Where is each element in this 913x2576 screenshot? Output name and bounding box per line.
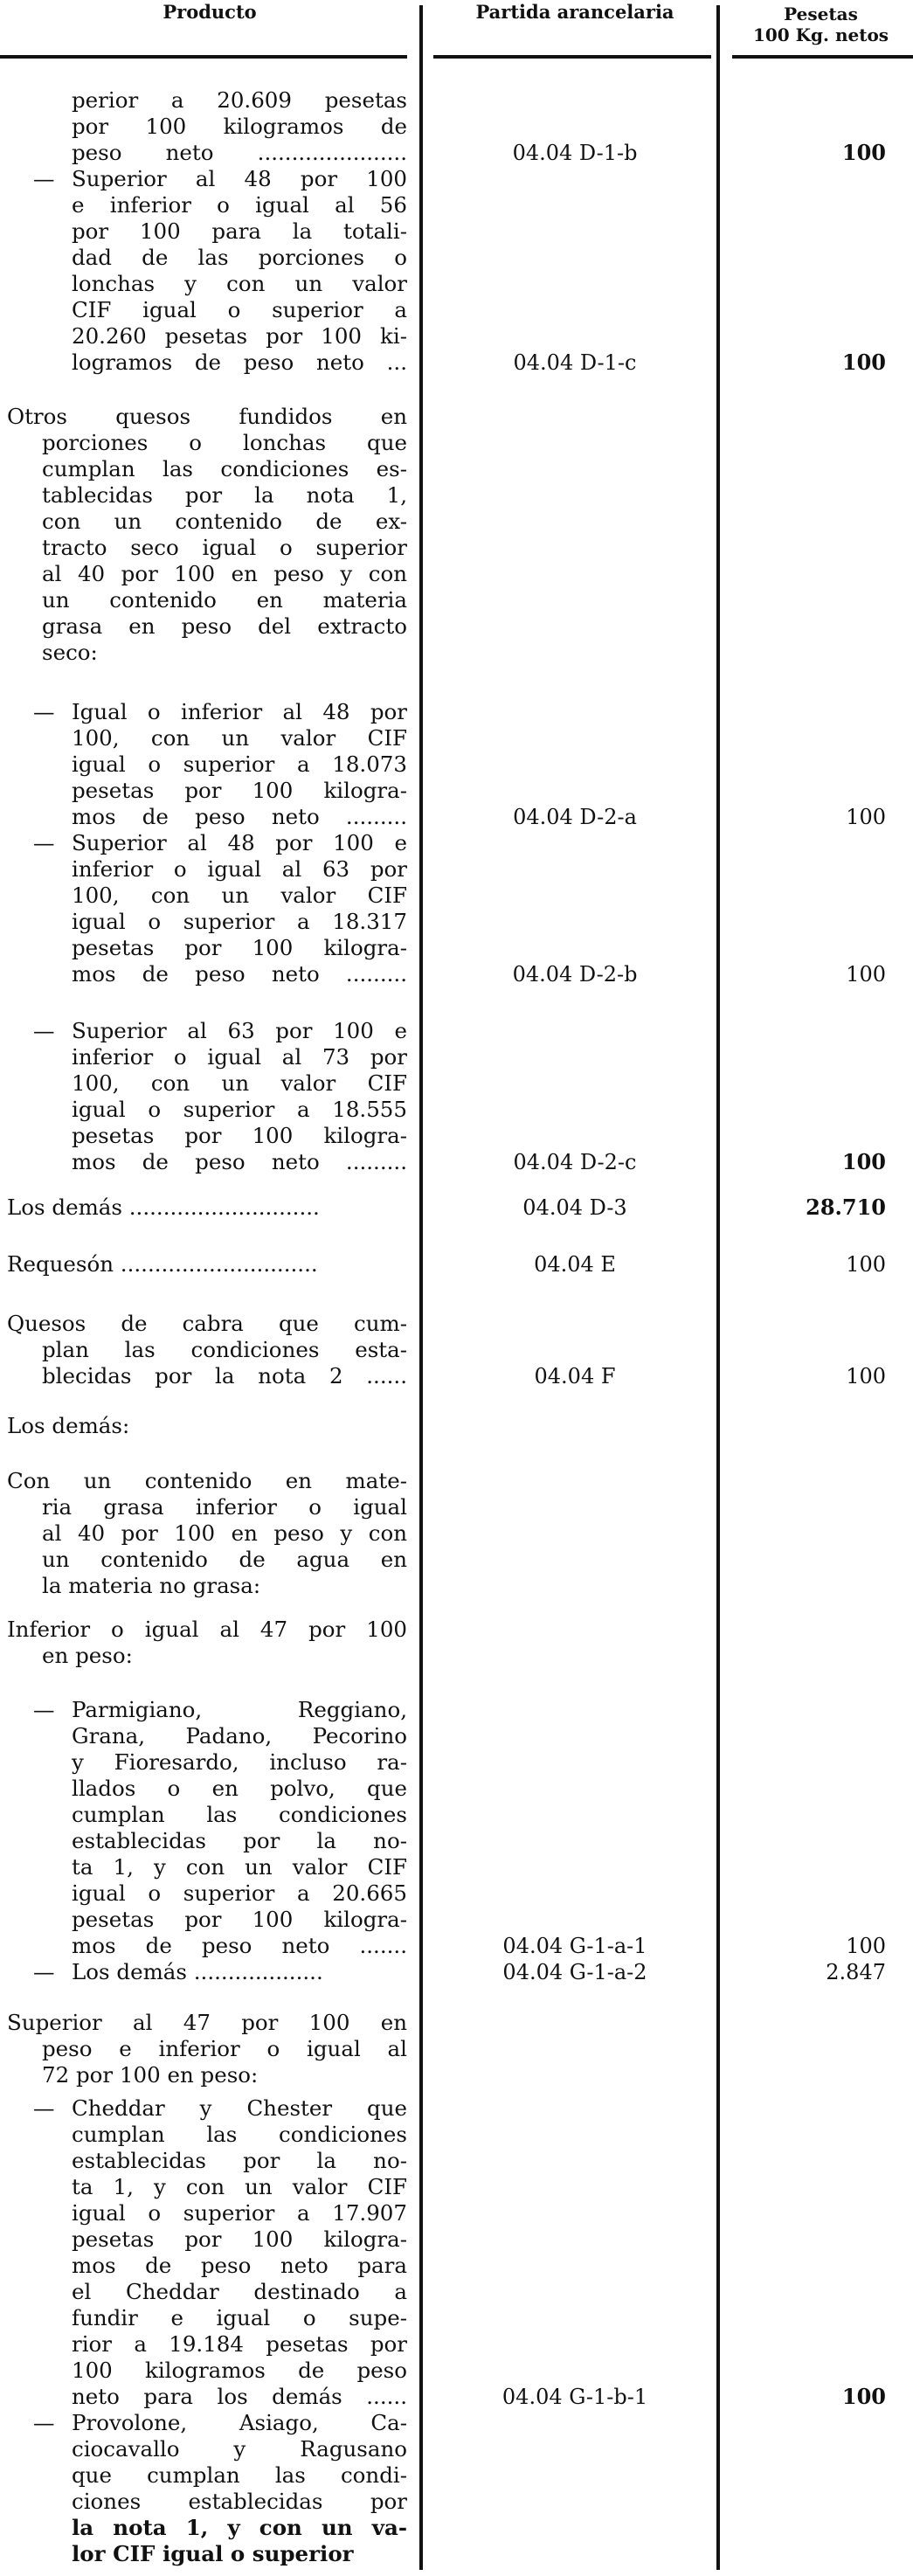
description-line: Superior al 48 por 100 e	[72, 830, 407, 855]
description-line: el Cheddar destinado a	[72, 2279, 407, 2304]
column-divider-1	[419, 5, 423, 2570]
tariff-code: 04.04 D-2-b	[512, 962, 638, 987]
pesetas-value: 100	[841, 350, 886, 375]
product-description	[7, 1311, 407, 1389]
description-line: y Fioresardo, incluso ra-	[72, 1749, 407, 1775]
description-line: Los demás:	[7, 1413, 130, 1438]
product-description	[33, 166, 407, 376]
description-line: plan las condiciones esta-	[42, 1337, 407, 1362]
description-line: establecidas por la no-	[72, 2148, 407, 2173]
description-line: e inferior o igual al 56	[72, 192, 407, 218]
tariff-code: 04.04 D-2-c	[513, 1150, 637, 1174]
description-line: la nota 1, y con un va-	[72, 2515, 407, 2540]
description-line: tablecidas por la nota 1,	[42, 482, 407, 508]
description-line: Inferior o igual al 47 por 100	[7, 1617, 407, 1642]
description-line: mos de peso neto .........	[72, 804, 407, 829]
pesetas-header-line1: Pesetas	[784, 3, 858, 24]
product-description	[7, 1413, 407, 1439]
description-line: cumplan las condiciones	[72, 1802, 407, 1827]
description-line: cumplan las condiciones	[72, 2122, 407, 2147]
description-line: logramos de peso neto ...	[72, 350, 407, 375]
product-description	[7, 404, 407, 666]
description-line: fundir e igual o supe-	[72, 2305, 407, 2330]
pesetas-value: 100	[846, 1364, 886, 1388]
description-line: con un contenido de ex-	[42, 509, 407, 534]
description-line: un contenido en materia	[42, 587, 407, 613]
em-dash-marker: —	[33, 830, 55, 855]
tariff-code: 04.04 E	[534, 1252, 616, 1277]
em-dash-marker: —	[33, 1697, 55, 1722]
description-line: lor CIF igual o superior	[72, 2541, 354, 2566]
description-line: por 100 kilogramos de	[72, 114, 407, 139]
description-line: igual o superior a 20.665	[72, 1880, 407, 1906]
description-line: 100, con un valor CIF	[72, 883, 407, 908]
description-line: Superior al 63 por 100 e	[72, 1018, 407, 1043]
description-line: porciones o lonchas que	[42, 430, 407, 455]
description-line: en peso:	[42, 1643, 133, 1668]
description-line: 72 por 100 en peso:	[42, 2062, 259, 2088]
description-line: peso neto ......................	[72, 140, 407, 165]
description-line: ta 1, y con un valor CIF	[72, 1854, 407, 1880]
description-line: 100, con un valor CIF	[72, 1070, 407, 1096]
pesetas-value: 100	[841, 1149, 886, 1174]
description-line: pesetas por 100 kilogra-	[72, 1907, 407, 1932]
product-description	[33, 2095, 407, 2410]
pesetas-value: 28.710	[806, 1195, 886, 1220]
description-line: llados o en polvo, que	[72, 1776, 407, 1801]
product-description	[33, 2410, 407, 2567]
description-line: seco:	[42, 640, 98, 665]
description-line: al 40 por 100 en peso y con	[42, 561, 407, 586]
description-line: mos de peso neto .........	[72, 961, 407, 987]
description-line: igual o superior a 18.073	[72, 751, 407, 777]
tariff-code: 04.04 F	[534, 1364, 616, 1388]
description-line: Igual o inferior al 48 por	[72, 699, 407, 724]
tariff-code: 04.04 D-3	[522, 1195, 627, 1220]
description-line: peso e inferior o igual al	[42, 2036, 407, 2061]
description-line: Provolone, Asiago, Ca-	[72, 2410, 407, 2435]
description-line: pesetas por 100 kilogra-	[72, 1123, 407, 1148]
description-line: Grana, Padano, Pecorino	[72, 1723, 407, 1748]
product-description	[33, 1697, 407, 1959]
pesetas-value: 100	[846, 962, 886, 987]
pesetas-value: 100	[846, 805, 886, 829]
em-dash-marker: —	[33, 2410, 55, 2435]
pesetas-value: 100	[846, 1252, 886, 1277]
column-header-producto: Producto	[163, 1, 257, 23]
description-line: rior a 19.184 pesetas por	[72, 2331, 407, 2357]
product-description	[72, 87, 407, 166]
description-line: grasa en peso del extracto	[42, 613, 407, 639]
description-line: perior a 20.609 pesetas	[72, 87, 407, 113]
description-line: pesetas por 100 kilogra-	[72, 2226, 407, 2252]
product-description	[33, 699, 407, 830]
product-description	[7, 1468, 407, 1599]
description-line: inferior o igual al 73 por	[72, 1044, 407, 1070]
description-line: Otros quesos fundidos en	[7, 404, 407, 429]
description-line: la materia no grasa:	[42, 1573, 261, 1598]
description-line: Con un contenido en mate-	[7, 1468, 407, 1493]
description-line: ciocavallo y Ragusano	[72, 2436, 407, 2462]
tariff-code: 04.04 G-1-a-1	[502, 1934, 647, 1958]
product-description	[7, 1617, 407, 1669]
description-line: 100, con un valor CIF	[72, 725, 407, 751]
product-description	[33, 1959, 407, 1985]
pesetas-value: 100	[846, 1934, 886, 1958]
product-description	[33, 830, 407, 987]
column-header-pesetas	[729, 3, 913, 45]
description-line: igual o superior a 18.555	[72, 1097, 407, 1122]
description-line: mos de peso neto .......	[72, 1933, 407, 1958]
description-line: Los demás ............................	[7, 1195, 320, 1220]
tariff-code: 04.04 G-1-b-1	[501, 2385, 648, 2409]
description-line: un contenido de agua en	[42, 1547, 407, 1572]
pesetas-header-line2: 100 Kg. netos	[752, 24, 889, 45]
description-line: 100 kilogramos de peso	[72, 2358, 407, 2383]
header-rule-partida	[433, 55, 711, 59]
description-line: Superior al 47 por 100 en	[7, 2010, 407, 2035]
description-line: lonchas y con un valor	[72, 271, 407, 296]
description-line: Quesos de cabra que cum-	[7, 1311, 407, 1336]
description-line: tracto seco igual o superior	[42, 535, 407, 560]
tariff-code: 04.04 G-1-a-2	[502, 1960, 647, 1984]
description-line: al 40 por 100 en peso y con	[42, 1520, 407, 1546]
description-line: 20.260 pesetas por 100 ki-	[72, 323, 407, 349]
product-description	[7, 2010, 407, 2088]
em-dash-marker: —	[33, 166, 55, 191]
em-dash-marker: —	[33, 2095, 55, 2121]
pesetas-value: 100	[841, 140, 886, 165]
description-line: ciones establecidas por	[72, 2489, 407, 2514]
description-line: CIF igual o superior a	[72, 297, 407, 322]
description-line: Cheddar y Chester que	[72, 2095, 407, 2121]
pesetas-value: 100	[841, 2384, 886, 2409]
description-line: dad de las porciones o	[72, 245, 407, 270]
description-line: cumplan las condiciones es-	[42, 456, 407, 481]
column-divider-2	[716, 5, 720, 2570]
em-dash-marker: —	[33, 699, 55, 724]
description-line: establecidas por la no-	[72, 1828, 407, 1853]
description-line: Superior al 48 por 100	[72, 166, 407, 191]
tariff-code: 04.04 D-1-c	[513, 350, 637, 375]
product-description	[33, 1018, 407, 1175]
description-line: pesetas por 100 kilogra-	[72, 935, 407, 960]
pesetas-value: 2.847	[826, 1960, 886, 1984]
header-rule-pesetas	[732, 55, 913, 59]
description-line: Parmigiano, Reggiano,	[72, 1697, 407, 1722]
description-line: blecidas por la nota 2 ......	[42, 1363, 407, 1388]
description-line: neto para los demás ......	[72, 2384, 407, 2409]
header-rule-producto	[0, 55, 407, 59]
description-line: Requesón .............................	[7, 1251, 318, 1277]
description-line: ta 1, y con un valor CIF	[72, 2174, 407, 2199]
product-description	[7, 1251, 407, 1278]
tariff-code: 04.04 D-2-a	[513, 805, 637, 829]
description-line: mos de peso neto para	[72, 2253, 407, 2278]
em-dash-marker: —	[33, 1959, 55, 1984]
description-line: igual o superior a 18.317	[72, 909, 407, 934]
column-header-partida: Partida arancelaria	[475, 1, 674, 23]
em-dash-marker: —	[33, 1018, 55, 1043]
description-line: ria grasa inferior o igual	[42, 1494, 407, 1520]
tariff-code: 04.04 D-1-b	[512, 141, 638, 165]
description-line: mos de peso neto .........	[72, 1149, 407, 1174]
description-line: Los demás ...................	[72, 1959, 323, 1984]
description-line: igual o superior a 17.907	[72, 2200, 407, 2226]
description-line: pesetas por 100 kilogra-	[72, 778, 407, 803]
description-line: que cumplan las condi-	[72, 2462, 407, 2488]
product-description	[7, 1195, 407, 1221]
description-line: inferior o igual al 63 por	[72, 856, 407, 882]
description-line: por 100 para la totali-	[72, 218, 407, 244]
